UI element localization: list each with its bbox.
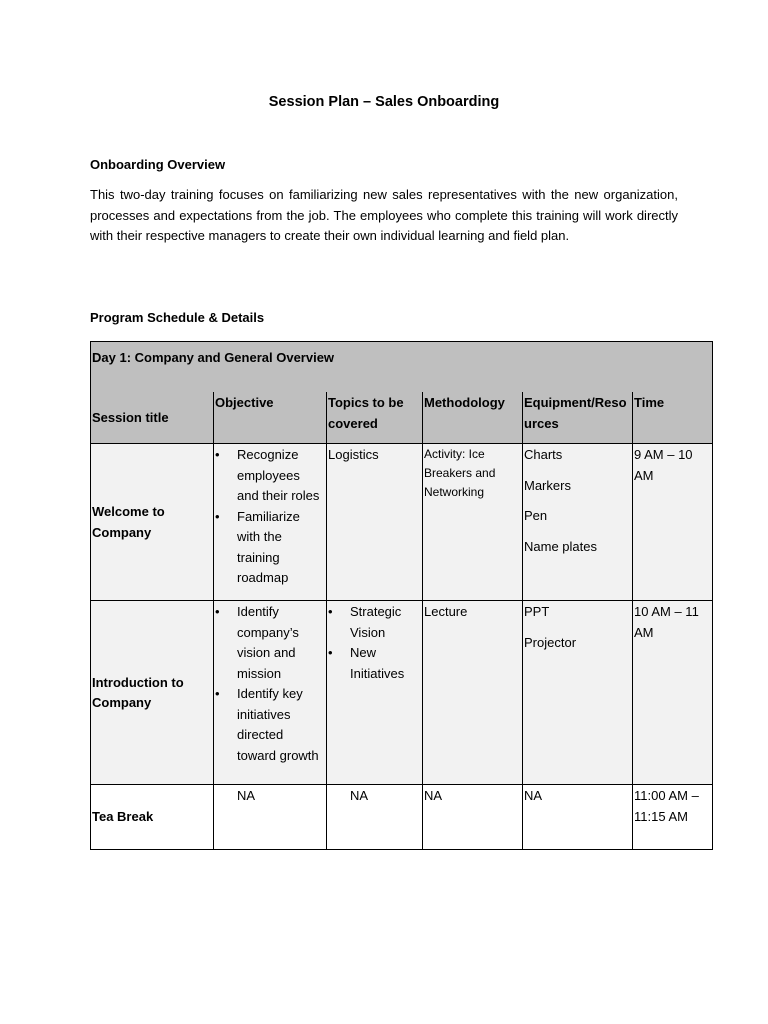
overview-paragraph: This two-day training focuses on familiarizing new sales representatives with the new organization, processes and expectations from the job. The employees who complete this training will work directly with their respective managers to create their own individual learning and field plan. xyxy=(90,187,678,243)
document-title: Session Plan – Sales Onboarding xyxy=(268,94,500,110)
objective-cell xyxy=(214,785,327,850)
topics-na: NA xyxy=(350,788,369,803)
overview-heading: Onboarding Overview xyxy=(90,157,226,172)
topics-cell xyxy=(327,785,423,850)
header-methodology: Methodology xyxy=(423,392,523,444)
day-title: Day 1: Company and General Overview xyxy=(91,342,713,393)
header-topics: Topics to be covered xyxy=(327,392,423,444)
topic-item: • Strategic Vision xyxy=(328,602,421,643)
schedule-heading: Program Schedule & Details xyxy=(90,310,265,325)
header-objective: Objective xyxy=(214,392,327,444)
time-cell: 11:00 AM – 11:15 AM xyxy=(633,785,713,850)
table-row xyxy=(91,601,713,785)
objective-cell xyxy=(214,444,327,601)
objective-item: • Identify company’s vision and mission xyxy=(215,602,325,684)
equipment-item: PPT xyxy=(524,604,550,619)
column-header-row xyxy=(91,392,713,444)
header-session-title: Session title xyxy=(91,392,214,444)
objective-item: • Recognize employees and their roles xyxy=(215,445,325,507)
methodology-cell: Activity: Ice Breakers and Networking xyxy=(423,444,523,601)
schedule-table xyxy=(90,341,713,850)
equipment-item: Charts xyxy=(524,447,563,462)
header-time: Time xyxy=(633,392,713,444)
table-row xyxy=(91,444,713,601)
equipment-cell: NA xyxy=(523,785,633,850)
equipment-cell xyxy=(523,601,633,785)
day-header-row xyxy=(91,342,713,393)
methodology-cell: Lecture xyxy=(423,601,523,785)
methodology-cell: NA xyxy=(423,785,523,850)
header-equipment: Equipment/Resources xyxy=(523,392,633,444)
session-title-cell: Tea Break xyxy=(91,785,214,850)
time-cell: 10 AM – 11 AM xyxy=(633,601,713,785)
session-title-cell: Introduction to Company xyxy=(91,601,214,785)
time-cell: 9 AM – 10 AM xyxy=(633,444,713,601)
equipment-item: Name plates xyxy=(524,538,597,554)
topics-cell xyxy=(327,601,423,785)
equipment-item: Projector xyxy=(524,634,577,650)
equipment-item: Markers xyxy=(524,477,571,493)
objective-item: • Identify key initiatives directed toward growth xyxy=(215,684,325,766)
table-row xyxy=(91,785,713,850)
equipment-cell xyxy=(523,444,633,601)
topics-cell: Logistics xyxy=(327,444,423,601)
objective-na: NA xyxy=(237,788,256,803)
objective-item: • Familiarize with the training roadmap xyxy=(215,507,325,589)
objective-cell xyxy=(214,601,327,785)
topic-item: • New Initiatives xyxy=(328,643,421,684)
equipment-item: Pen xyxy=(524,508,548,523)
session-title-cell: Welcome to Company xyxy=(91,444,214,601)
